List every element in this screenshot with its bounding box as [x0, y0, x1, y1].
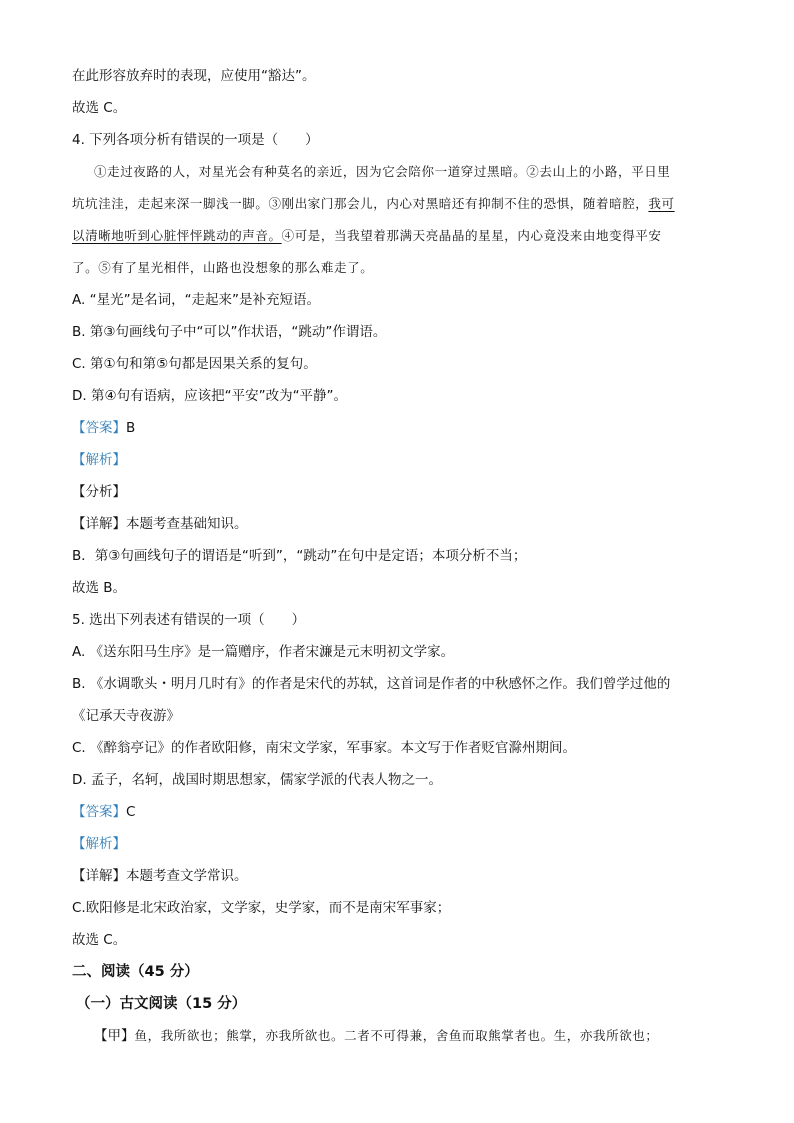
explanation-line: C.欧阳修是北宋政治家，文学家，史学家，而不是南宋军事家； — [72, 900, 451, 916]
answer-value: B — [126, 420, 136, 436]
option-d: D. 孟子，名轲，战国时期思想家，儒家学派的代表人物之一。 — [72, 772, 442, 788]
analysis-tag: 【解析】 — [72, 836, 126, 852]
passage-text: ④可是，当我望着那满天亮晶晶的星星，内心竟没来由地变得平安 — [281, 228, 662, 243]
question-4-title: 4. 下列各项分析有错误的一项是（ ） — [72, 132, 319, 148]
passage-line: ①走过夜路的人，对星光会有种莫名的亲近，因为它会陪你一道穿过黑暗。②去山上的小路，平日里 — [94, 164, 671, 179]
detail-text: 本题考查文学常识。 — [126, 868, 248, 884]
passage-line — [72, 194, 734, 214]
section-heading: 二、阅读（45 分） — [72, 964, 199, 980]
answer-line — [72, 418, 734, 438]
underlined-sentence: 以清晰地听到心脏怦怦跳动的声音。 — [72, 228, 282, 243]
detail-line — [72, 866, 734, 886]
option-c: C. 第①句和第⑤句都是因果关系的复句。 — [72, 356, 317, 372]
fenxi-tag: 【分析】 — [72, 484, 126, 500]
option-b-cont: 《记承天寺夜游》 — [72, 708, 180, 724]
answer-tag: 【答案】 — [72, 804, 126, 820]
explanation-line: B．第③句画线句子的谓语是“听到”，“跳动”在句中是定语；本项分析不当； — [72, 548, 527, 564]
passage-line: 了。⑤有了星光相伴，山路也没想象的那么难走了。 — [72, 260, 374, 275]
passage-text: 鱼，我所欲也；熊掌，亦我所欲也。二者不可得兼，舍鱼而取熊掌者也。生，亦我所欲也； — [134, 1028, 659, 1043]
analysis-tag: 【解析】 — [72, 452, 126, 468]
passage-line — [94, 1026, 734, 1046]
option-d: D. 第④句有语病，应该把“平安”改为“平静”。 — [72, 388, 348, 404]
detail-tag: 【详解】 — [72, 516, 126, 532]
choose-line: 故选 C。 — [72, 932, 127, 948]
text-line: 故选 C。 — [72, 100, 127, 116]
detail-text: 本题考查基础知识。 — [126, 516, 248, 532]
answer-line — [72, 802, 734, 822]
subsection-heading: （一）古文阅读（15 分） — [76, 996, 247, 1012]
question-5-title: 5. 选出下列表述有错误的一项（ ） — [72, 612, 306, 628]
passage-text: 坑坑洼洼，走起来深一脚浅一脚。③刚出家门那会儿，内心对黑暗还有抑制不住的恐惧，随着暗腔， — [72, 196, 649, 211]
passage-line — [72, 226, 734, 246]
jia-tag: 【甲】 — [94, 1028, 135, 1044]
choose-line: 故选 B。 — [72, 580, 127, 596]
option-b: B. 《水调歌头・明月几时有》的作者是宋代的苏轼，这首词是作者的中秋感怀之作。我们曾学过他的 — [72, 676, 671, 692]
answer-tag: 【答案】 — [72, 420, 126, 436]
option-a: A. “星光”是名词，“走起来”是补充短语。 — [72, 292, 321, 308]
option-a: A. 《送东阳马生序》是一篇赠序，作者宋濂是元末明初文学家。 — [72, 644, 455, 660]
option-b: B. 第③句画线句子中“可以”作状语，“跳动”作谓语。 — [72, 324, 387, 340]
answer-value: C — [126, 804, 136, 820]
option-c: C. 《醉翁亭记》的作者欧阳修，南宋文学家，军事家。本文写于作者贬官滁州期间。 — [72, 740, 577, 756]
text-line: 在此形容放弃时的表现，应使用“豁达”。 — [72, 68, 316, 84]
underlined-sentence: 我可 — [648, 196, 675, 211]
detail-tag: 【详解】 — [72, 868, 126, 884]
detail-line — [72, 514, 734, 534]
